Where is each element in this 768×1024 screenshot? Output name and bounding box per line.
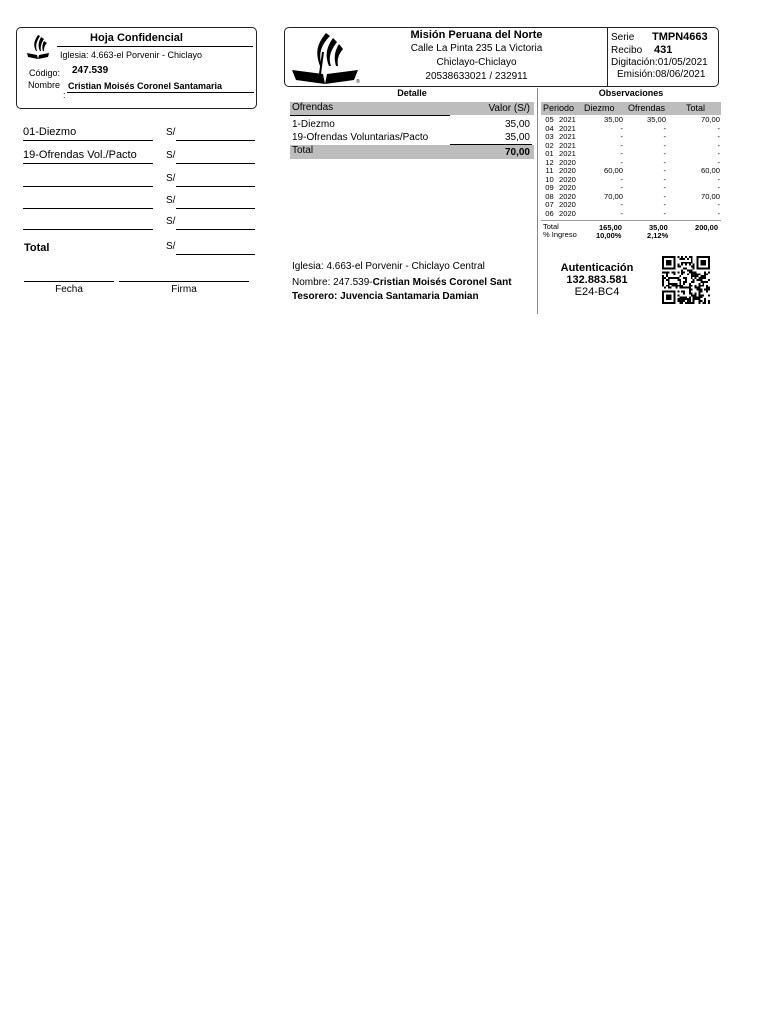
amount-field[interactable] bbox=[176, 140, 255, 141]
obs-cell: - bbox=[663, 132, 666, 141]
column-divider bbox=[537, 88, 538, 314]
obs-cell: 01 bbox=[545, 149, 554, 158]
detalle-total-row bbox=[290, 145, 534, 159]
codigo-label: Código: bbox=[29, 68, 61, 78]
obs-cell: 07 bbox=[545, 200, 554, 209]
footer-nombre-prefix: Nombre: 247.539- bbox=[292, 277, 373, 288]
header-divider bbox=[607, 28, 608, 86]
obs-cell: - bbox=[620, 157, 623, 167]
obs-cell: 04 bbox=[545, 123, 554, 133]
obs-cell: 60,00 bbox=[700, 166, 720, 175]
obs-cell: - bbox=[663, 149, 666, 158]
form-row-underline bbox=[23, 186, 153, 187]
firma-label: Firma bbox=[171, 284, 197, 295]
nombre-underline bbox=[67, 92, 254, 93]
footer-nombre-value: Cristian Moisés Coronel Sant bbox=[372, 277, 512, 288]
obs-sum-line bbox=[541, 220, 721, 221]
obs-cell: - bbox=[717, 174, 720, 184]
nombre-label: Nombre bbox=[28, 80, 61, 90]
obs-cell: 12 bbox=[545, 157, 554, 167]
org-city: Chiclayo-Chiclayo bbox=[436, 57, 517, 68]
confidential-title: Hoja Confidencial bbox=[90, 32, 183, 44]
recibo-label: Recibo bbox=[611, 45, 643, 56]
obs-cell: 2021 bbox=[559, 132, 576, 141]
obs-total-label: Total bbox=[543, 222, 559, 231]
auth-title: Autenticación bbox=[560, 262, 634, 274]
obs-cell: - bbox=[620, 149, 623, 158]
obs-cell: 08 bbox=[545, 191, 554, 201]
emision-date: Emisión:08/06/2021 bbox=[617, 69, 706, 80]
currency-label: S/ bbox=[166, 195, 176, 206]
confidential-box bbox=[16, 27, 257, 109]
obs-cell: - bbox=[663, 191, 666, 201]
detalle-row-value: 35,00 bbox=[504, 132, 530, 143]
qr-code-graphic bbox=[661, 256, 711, 304]
fecha-label: Fecha bbox=[55, 284, 83, 295]
obs-cell: 2020 bbox=[559, 200, 576, 209]
obs-cell: - bbox=[663, 183, 666, 192]
obs-cell: 35,00 bbox=[646, 115, 666, 124]
observaciones-title: Observaciones bbox=[598, 88, 664, 98]
detalle-title: Detalle bbox=[397, 88, 427, 98]
auth-code: 132.883.581 bbox=[566, 274, 628, 286]
obs-col-ofrendas: Ofrendas bbox=[628, 103, 666, 113]
obs-cell: - bbox=[663, 166, 666, 175]
currency-label: S/ bbox=[166, 150, 176, 161]
currency-label: S/ bbox=[166, 127, 176, 138]
obs-row bbox=[541, 210, 721, 219]
fecha-line bbox=[24, 281, 114, 282]
obs-cell: - bbox=[620, 183, 623, 192]
total-amount-field[interactable] bbox=[176, 254, 255, 255]
obs-total-total: 200,00 bbox=[695, 223, 718, 232]
obs-cell: - bbox=[663, 140, 666, 150]
obs-ingreso-diezmo: 10,00% bbox=[596, 231, 622, 240]
obs-cell: 05 bbox=[545, 115, 554, 124]
obs-cell: 70,00 bbox=[700, 191, 720, 201]
obs-cell: 10 bbox=[545, 174, 554, 184]
nombre-value: Cristian Moisés Coronel Santamaria bbox=[68, 81, 223, 91]
obs-cell: - bbox=[620, 123, 623, 133]
obs-cell: 09 bbox=[545, 183, 554, 192]
receipt-header-box bbox=[284, 27, 719, 87]
detalle-col-valor: Valor (S/) bbox=[488, 103, 530, 114]
serie-value: TMPN4663 bbox=[652, 31, 708, 43]
observaciones-table bbox=[541, 116, 721, 218]
obs-col-periodo: Periodo bbox=[543, 103, 575, 113]
recibo-value: 431 bbox=[654, 44, 673, 56]
firma-line bbox=[119, 281, 249, 282]
currency-label: S/ bbox=[166, 216, 176, 227]
obs-ingreso-label: % Ingreso bbox=[543, 230, 577, 239]
obs-cell: - bbox=[717, 123, 720, 133]
flame-bible-icon bbox=[24, 33, 52, 61]
obs-cell: - bbox=[663, 200, 666, 209]
footer-nombre bbox=[292, 277, 512, 288]
church-line: Iglesia: 4.663-el Porvenir - Chiclayo bbox=[60, 50, 203, 60]
church-logo-small bbox=[24, 33, 52, 61]
obs-cell: 60,00 bbox=[603, 166, 623, 175]
obs-cell: 70,00 bbox=[700, 115, 720, 124]
form-row-underline bbox=[23, 140, 153, 141]
detalle-col-ofrendas: Ofrendas bbox=[292, 102, 334, 113]
obs-cell: - bbox=[620, 132, 623, 141]
title-underline bbox=[57, 46, 253, 47]
obs-cell: 35,00 bbox=[603, 115, 623, 124]
obs-cell: - bbox=[663, 208, 666, 218]
svg-text:®: ® bbox=[356, 79, 360, 85]
detalle-header bbox=[290, 102, 534, 115]
form-row-underline bbox=[23, 163, 153, 164]
codigo-value: 247.539 bbox=[72, 65, 109, 76]
obs-cell: 70,00 bbox=[603, 191, 623, 201]
currency-label: S/ bbox=[166, 241, 176, 252]
obs-col-total: Total bbox=[686, 103, 706, 113]
detalle-row bbox=[290, 119, 534, 132]
obs-cell: - bbox=[717, 149, 720, 158]
org-address: Calle La Pinta 235 La Victoria bbox=[410, 43, 543, 54]
obs-cell: 2020 bbox=[559, 191, 576, 201]
obs-cell: 2021 bbox=[559, 123, 576, 133]
detalle-row-label: 1-Diezmo bbox=[292, 119, 335, 130]
currency-label: S/ bbox=[166, 173, 176, 184]
obs-cell: 2021 bbox=[559, 115, 576, 124]
obs-cell: 2021 bbox=[559, 149, 576, 158]
obs-cell: 2020 bbox=[559, 174, 576, 184]
obs-cell: 2021 bbox=[559, 140, 576, 150]
obs-cell: - bbox=[717, 140, 720, 150]
obs-cell: - bbox=[620, 140, 623, 150]
obs-ingreso-ofrendas: 2,12% bbox=[647, 231, 669, 240]
obs-cell: - bbox=[663, 157, 666, 167]
obs-cell: - bbox=[717, 132, 720, 141]
obs-cell: 2020 bbox=[559, 166, 576, 175]
form-row-underline bbox=[23, 208, 153, 209]
obs-col-diezmo: Diezmo bbox=[584, 103, 615, 113]
obs-ingreso-row bbox=[541, 230, 721, 239]
form-row-label: 19-Ofrendas Vol./Pacto bbox=[23, 149, 137, 161]
obs-cell: - bbox=[717, 208, 720, 218]
qr-code-icon bbox=[661, 256, 711, 304]
org-phones: 20538633021 / 232911 bbox=[425, 71, 528, 82]
org-name: Misión Peruana del Norte bbox=[410, 29, 543, 41]
obs-total-diezmo: 165,00 bbox=[599, 223, 622, 232]
obs-cell: 11 bbox=[545, 166, 554, 175]
digitacion-date: Digitación:01/05/2021 bbox=[611, 57, 708, 68]
detalle-total-value: 70,00 bbox=[504, 147, 530, 158]
church-logo-large bbox=[290, 30, 360, 85]
detalle-total-label: Total bbox=[292, 145, 314, 156]
obs-cell: - bbox=[620, 174, 623, 184]
nombre-colon: : bbox=[63, 90, 66, 100]
amount-field[interactable] bbox=[176, 186, 255, 187]
obs-cell: 2020 bbox=[559, 157, 576, 167]
obs-cell: 03 bbox=[545, 132, 554, 141]
obs-cell: - bbox=[620, 208, 623, 218]
obs-cell: 06 bbox=[545, 208, 554, 218]
form-row-label: 01-Diezmo bbox=[23, 126, 77, 138]
detalle-row-label: 19-Ofrendas Voluntarias/Pacto bbox=[292, 132, 429, 143]
form-total-label: Total bbox=[24, 242, 50, 254]
obs-cell: 02 bbox=[545, 140, 554, 150]
obs-cell: - bbox=[717, 183, 720, 192]
obs-cell: - bbox=[663, 123, 666, 133]
obs-cell: 2020 bbox=[559, 183, 576, 192]
detalle-header-underline bbox=[290, 115, 450, 116]
serie-label: Serie bbox=[611, 32, 635, 43]
observaciones-grid bbox=[541, 116, 721, 218]
form-row-underline bbox=[23, 229, 153, 230]
obs-cell: - bbox=[620, 200, 623, 209]
observaciones-header bbox=[541, 102, 721, 115]
footer-church: Iglesia: 4.663-el Porvenir - Chiclayo Central bbox=[292, 261, 485, 272]
auth-hash: E24-BC4 bbox=[574, 286, 620, 298]
amount-field[interactable] bbox=[176, 163, 255, 164]
obs-cell: - bbox=[663, 174, 666, 184]
footer-tesorero: Tesorero: Juvencia Santamaria Damian bbox=[292, 291, 479, 302]
obs-cell: 2020 bbox=[559, 208, 576, 218]
obs-cell: - bbox=[717, 200, 720, 209]
amount-field[interactable] bbox=[176, 208, 255, 209]
obs-total-ofrendas: 35,00 bbox=[649, 223, 668, 232]
amount-field[interactable] bbox=[176, 229, 255, 230]
detalle-row-value: 35,00 bbox=[504, 119, 530, 130]
obs-cell: - bbox=[717, 157, 720, 167]
flame-bible-icon bbox=[290, 30, 360, 85]
